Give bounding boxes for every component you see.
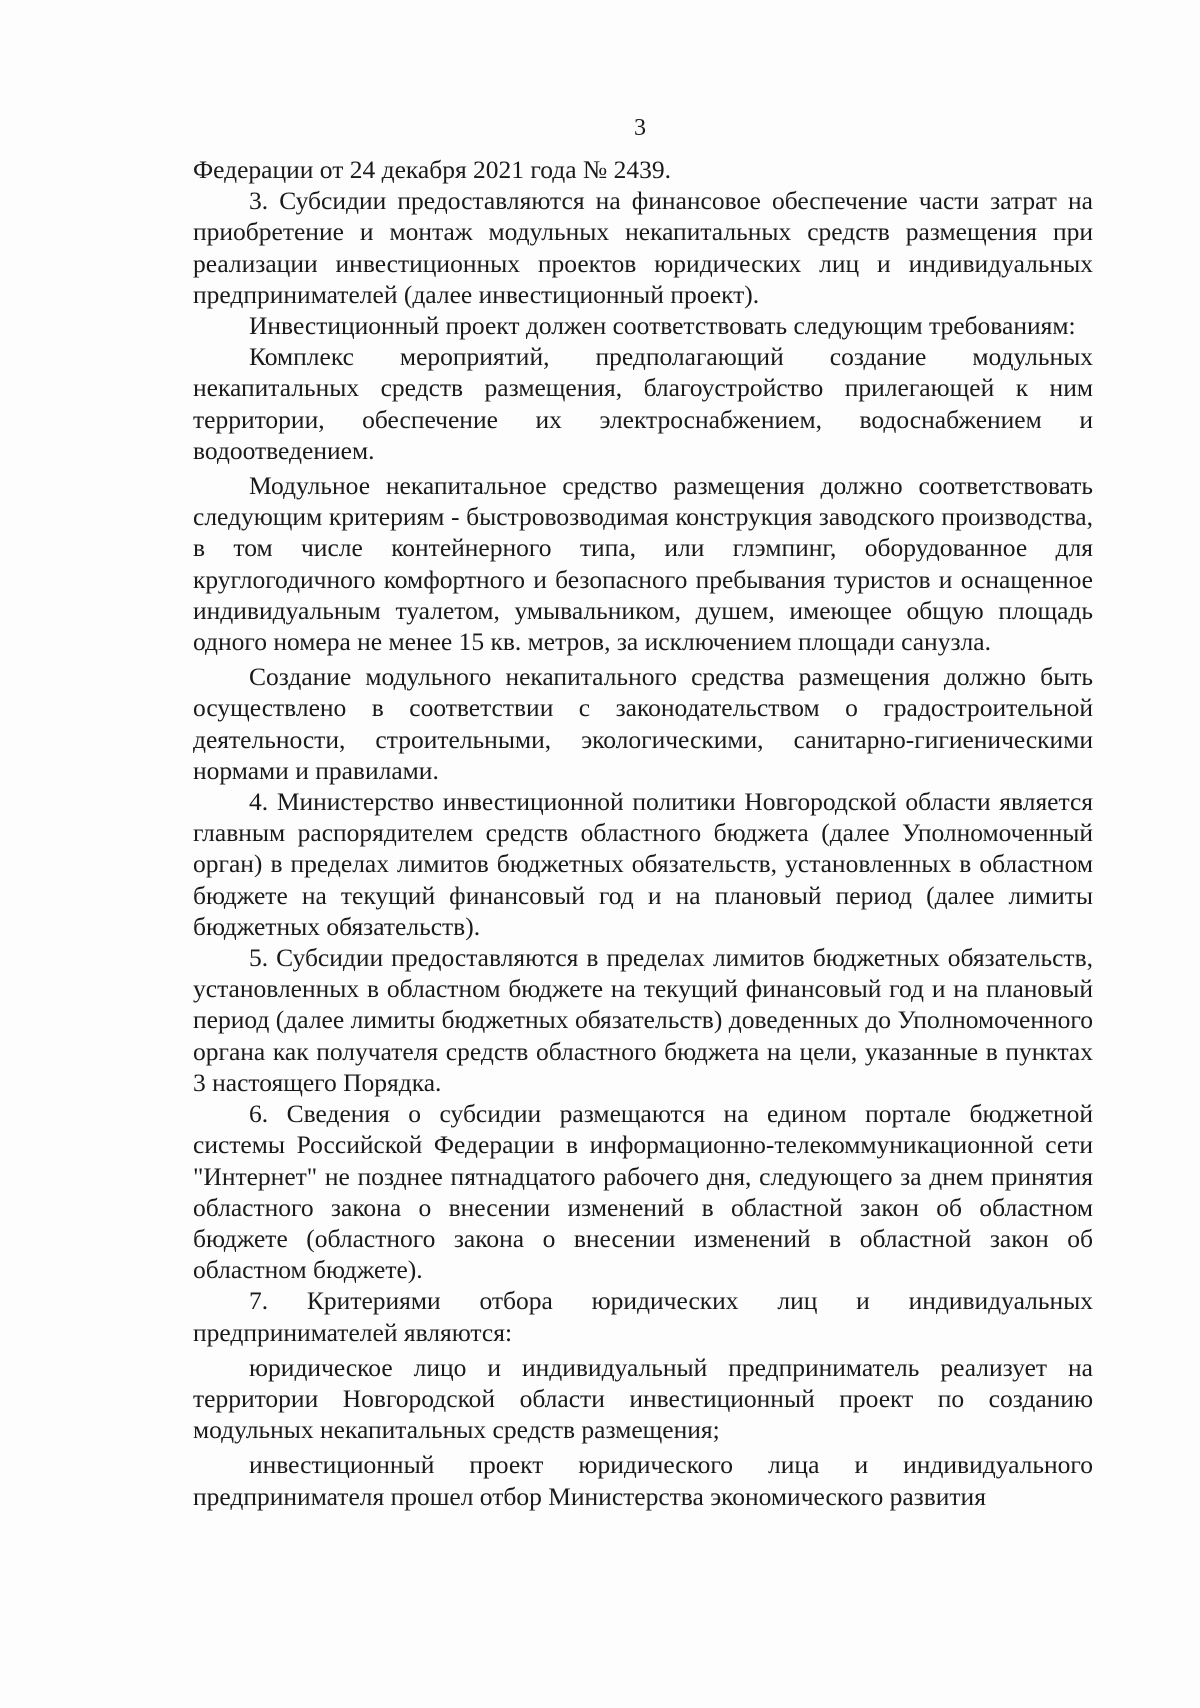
paragraph-item-5: 5. Субсидии предоставляются в пределах лимитов бюджетных обязательств, установленных в областном бюджете на текущий финансовый год и на плановый период (далее лимиты бюджетных обязательств) доведенных до Уполномоченного органа как получателя средств областного бюджета на цели, указанные в пунктах 3 настоящего Порядка. xyxy=(193,943,1093,1097)
paragraph-continuation: Федерации от 24 декабря 2021 года № 2439. xyxy=(193,155,672,184)
paragraph-measures-complex: Комплекс мероприятий, предполагающий создание модульных некапитальных средств размещения, благоустройство прилегающей к ним территории, обеспечение их электроснабжением, водоснабжением и водоотведением. xyxy=(193,342,1093,465)
paragraph-module-criteria: Модульное некапитальное средство размещения должно соответствовать следующим критериям - быстровозводимая конструкция заводского производства, в том числе контейнерного типа, или глэмпинг, оборудованное для круглогодичного комфортного и безопасного пребывания туристов и оснащенное индивидуальным туалетом, умывальником, душем, имеющее общую площадь одного номера не менее 15 кв. метров, за исключением площади санузла. xyxy=(193,471,1093,657)
paragraph-item-6: 6. Сведения о субсидии размещаются на едином портале бюджетной системы Российской Федерации в информационно-телекоммуникационной сети "Интернет" не позднее пятнадцатого рабочего дня, следующего за днем принятия областного закона о внесении изменений в областной закон об областном бюджете (областного закона о внесении изменений в областной закон об областном бюджете). xyxy=(193,1099,1093,1285)
paragraph-item-7: 7. Критериями отбора юридических лиц и индивидуальных предпринимателей являются: xyxy=(193,1286,1093,1347)
paragraph-creation-compliance: Создание модульного некапитального средства размещения должно быть осуществлено в соответствии с законодательством о градостроительной деятельности, строительными, экологическими, санитарно-гигиеническими нормами и правилами. xyxy=(193,662,1093,785)
paragraph-project-requirements: Инвестиционный проект должен соответствовать следующим требованиям: xyxy=(249,311,1076,341)
paragraph-item-3: 3. Субсидии предоставляются на финансовое обеспечение части затрат на приобретение и монтаж модульных некапитальных средств размещения при реализации инвестиционных проектов юридических лиц и индивидуальных предпринимателей (далее инвестиционный проект). xyxy=(193,186,1093,309)
paragraph-item-4: 4. Министерство инвестиционной политики Новгородской области является главным распорядителем средств областного бюджета (далее Уполномоченный орган) в пределах лимитов бюджетных обязательств, установленных в областном бюджете на текущий финансовый год и на плановый период (далее лимиты бюджетных обязательств). xyxy=(193,787,1093,941)
document-body xyxy=(193,154,1093,1512)
page-number: 3 xyxy=(634,115,646,141)
paragraph-criterion-territory: юридическое лицо и индивидуальный предприниматель реализует на территории Новгородской области инвестиционный проект по созданию модульных некапитальных средств размещения; xyxy=(193,1352,1093,1445)
paragraph-criterion-selection: инвестиционный проект юридического лица и индивидуального предпринимателя прошел отбор Министерства экономического развития xyxy=(193,1450,1093,1511)
